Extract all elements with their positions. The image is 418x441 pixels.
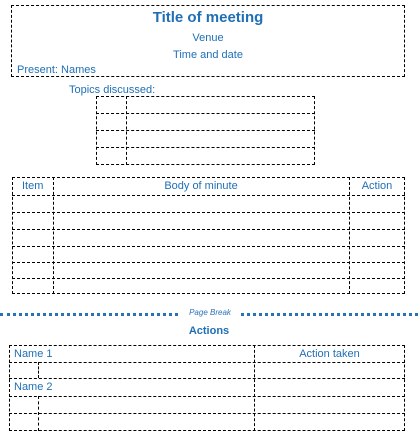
minutes-row-divider <box>12 195 405 196</box>
venue-label: Venue <box>192 32 224 44</box>
time-and-date-label: Time and date <box>173 49 243 61</box>
minutes-row-divider <box>12 278 405 279</box>
actions-row-divider <box>9 362 405 363</box>
actions-row-divider <box>9 396 405 397</box>
topics-discussed-label: Topics discussed: <box>69 84 156 96</box>
present-names-label: Present: Names <box>17 64 96 76</box>
actions-subcolumn-divider <box>38 362 39 378</box>
column-header-body-of-minute: Body of minute <box>164 180 238 192</box>
column-header-action: Action <box>361 180 393 192</box>
column-header-item: Item <box>22 180 44 192</box>
page-break-label: Page Break <box>180 307 240 319</box>
actions-heading: Actions <box>188 325 230 337</box>
action-taken-header: Action taken <box>299 348 360 360</box>
topics-row-divider <box>96 130 315 131</box>
topics-row-divider <box>96 113 315 114</box>
minutes-row-divider <box>12 262 405 263</box>
action-name-1: Name 1 <box>14 348 53 360</box>
actions-row-divider <box>9 378 405 379</box>
actions-row-divider <box>9 413 405 414</box>
meeting-title: Title of meeting <box>152 9 264 26</box>
topics-row-divider <box>96 147 315 148</box>
action-name-2: Name 2 <box>14 381 53 393</box>
minutes-row-divider <box>12 246 405 247</box>
minutes-row-divider <box>12 212 405 213</box>
minutes-row-divider <box>12 229 405 230</box>
